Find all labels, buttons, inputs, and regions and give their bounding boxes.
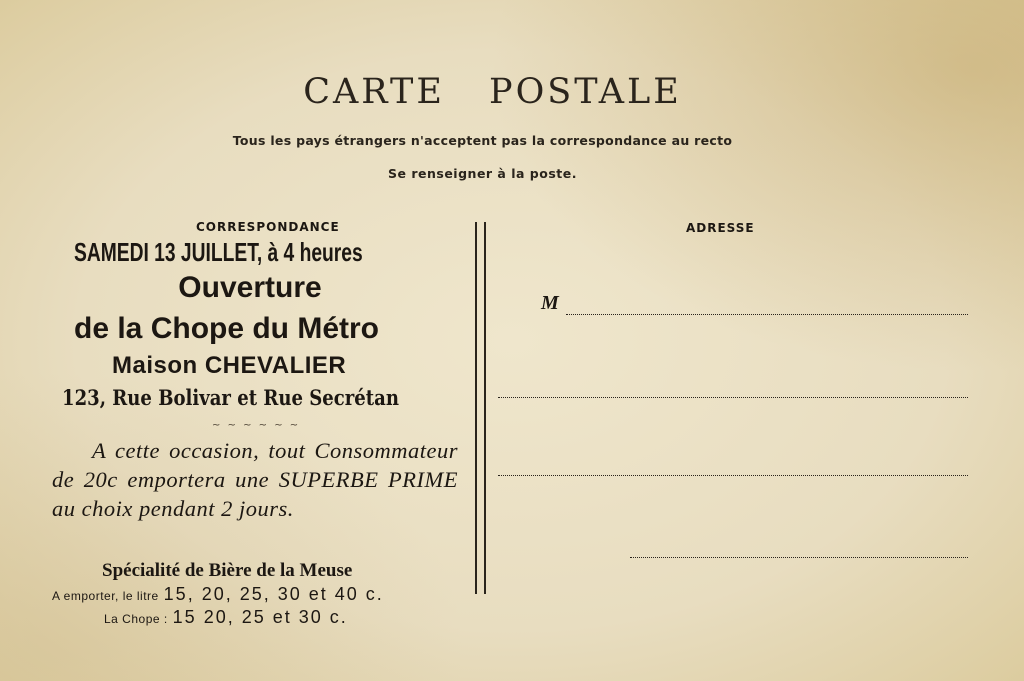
price-carry-out bbox=[52, 584, 384, 605]
address-line bbox=[498, 397, 968, 398]
event-venue: de la Chope du Métro bbox=[74, 312, 380, 345]
address-line bbox=[630, 557, 968, 558]
price-chope-label: La Chope : bbox=[104, 612, 168, 626]
post-office-notice: Se renseigner à la poste. bbox=[388, 166, 577, 181]
foreign-notice: Tous les pays étrangers n'acceptent pas la correspondance au recto bbox=[232, 133, 733, 148]
beer-specialty: Spécialité de Bière de la Meuse bbox=[102, 560, 353, 581]
address-line bbox=[498, 475, 968, 476]
price-carry-label: A emporter, le litre bbox=[52, 589, 159, 603]
price-chope-values: 15 20, 25 et 30 c. bbox=[172, 607, 348, 627]
address-label: ADRESSE bbox=[686, 221, 755, 235]
correspondence-label: CORRESPONDANCE bbox=[196, 220, 340, 234]
card-title: CARTE POSTALE bbox=[303, 72, 682, 112]
price-chope bbox=[104, 607, 348, 628]
event-house: Maison CHEVALIER bbox=[112, 352, 347, 379]
recipient-prefix: M bbox=[541, 292, 559, 314]
address-line bbox=[566, 314, 968, 315]
price-carry-values: 15, 20, 25, 30 et 40 c. bbox=[163, 584, 384, 604]
event-title: Ouverture bbox=[178, 271, 322, 304]
event-date: SAMEDI 13 JUILLET, à 4 heures bbox=[74, 237, 363, 267]
event-address: 123, Rue Bolivar et Rue Secrétan bbox=[62, 385, 399, 410]
promo-text: A cette occasion, tout Consommateur de 20c emportera une SUPERBE PRIME au choix pendant 2 jours. bbox=[52, 438, 458, 521]
ornament-divider: ~ ~ ~ ~ ~ ~ bbox=[212, 420, 301, 431]
